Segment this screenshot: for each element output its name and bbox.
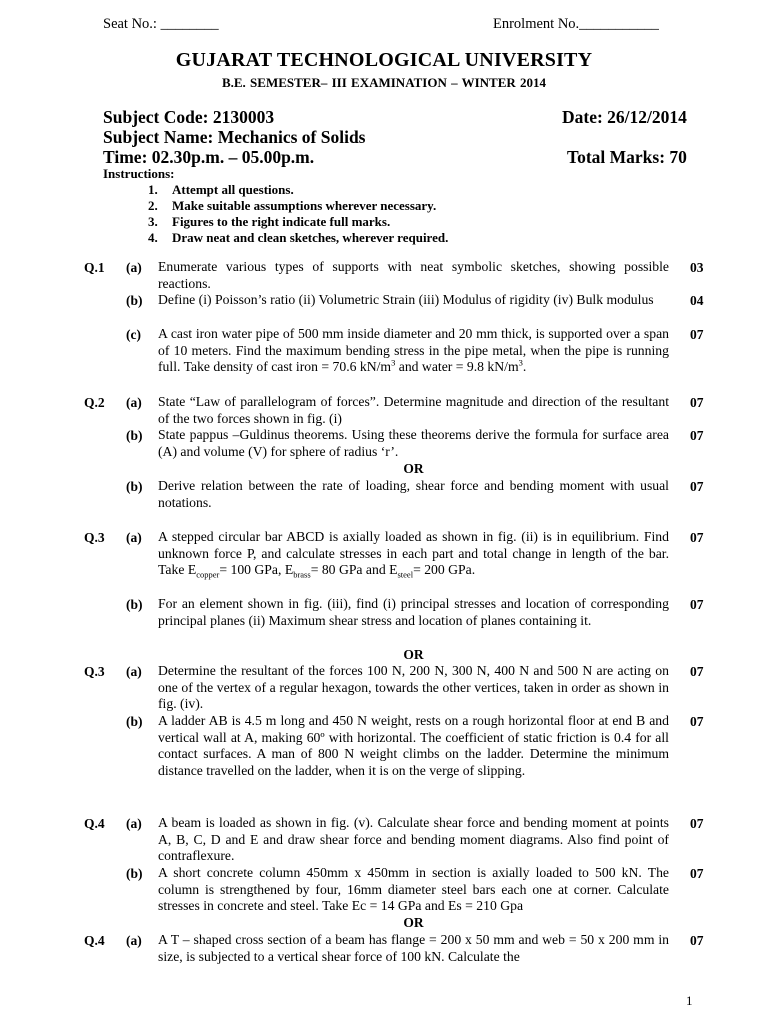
question-part-label: (b) xyxy=(126,479,143,494)
question-text: A short concrete column 450mm x 450mm in section is axially loaded to 500 kN. The column is strengthened by four, 16mm diameter steel bars each one at corner. Calculate stresses in concrete and steel. Take Ec = 14 GPa and Es = 210 Gpa xyxy=(158,865,669,913)
question-part-label: (b) xyxy=(126,597,143,612)
question-text: A beam is loaded as shown in fig. (v). Calculate shear force and bending moment at points A, B, C, D and E and draw shear force and bending moment diagrams. Also find point of contraflexure. xyxy=(158,815,669,863)
total-marks: Total Marks: 70 xyxy=(567,147,687,167)
question-number: Q.2 xyxy=(84,395,105,410)
question-part-label: (a) xyxy=(126,260,142,275)
question-number: Q.3 xyxy=(84,530,105,545)
question-marks: 07 xyxy=(690,816,704,831)
subject-code: Subject Code: 2130003 xyxy=(103,107,275,127)
question-text: A cast iron water pipe of 500 mm inside diameter and 20 mm thick, is supported over a span of 10 meters. Find the maximum bending stress in the pipe metal, when the pipe is running full. Take density of cast iron = 70.6 $kN/m^3$ and water = 9.8 $kN/m^3$. xyxy=(158,326,669,374)
question-part-label: (c) xyxy=(126,327,141,342)
question-text: Determine the resultant of the forces 100 N, 200 N, 300 N, 400 N and 500 N are acting on one of the vertex of a regular hexagon, towards the other vertices, taken in order as shown in fig. (iv). xyxy=(158,663,669,711)
question-text: For an element shown in fig. (iii), find (i) principal stresses and location of corresponding principal planes (ii) Maximum shear stress and location of planes containing it. xyxy=(158,596,669,628)
question-number: Q.4 xyxy=(84,816,105,831)
instruction-item xyxy=(148,182,448,198)
question-marks: 07 xyxy=(690,597,704,612)
instructions-title: Instructions: xyxy=(103,166,175,181)
question-text: A ladder AB is 4.5 m long and 450 N weight, rests on a rough horizontal floor at end B and vertical wall at A, making 60º with horizontal. The coefficient of static friction is 0.4 for all contact surfaces. A man of 800 N weight climbs on the ladder. Determine the minimum distance travelled on the ladder, when it is on the verge of slipping. xyxy=(158,713,669,778)
exam-time: Time: 02.30p.m. – 05.00p.m. xyxy=(103,147,315,167)
question-number: Q.3 xyxy=(84,664,105,679)
exam-date: Date: 26/12/2014 xyxy=(562,107,687,127)
instruction-number: 3. xyxy=(148,214,158,229)
question-marks: 07 xyxy=(690,933,704,948)
question-part-label: (b) xyxy=(126,714,143,729)
question-marks: 07 xyxy=(690,530,704,545)
instruction-item xyxy=(148,214,448,230)
instruction-number: 1. xyxy=(148,182,158,197)
instruction-item xyxy=(148,198,448,214)
question-number: Q.1 xyxy=(84,260,105,275)
enrolment-number-field: Enrolment No.___________ xyxy=(493,16,659,32)
exam-title: B.E. SEMESTER– III EXAMINATION – WINTER 2014 xyxy=(221,75,547,90)
seat-number-field: Seat No.: ________ xyxy=(103,16,219,32)
question-part-label: (a) xyxy=(126,664,142,679)
instruction-text: Draw neat and clean sketches, wherever required. xyxy=(172,230,449,245)
question-text: Enumerate various types of supports with neat symbolic sketches, showing possible reactions. xyxy=(158,259,669,291)
question-part-label: (a) xyxy=(126,530,142,545)
question-part-label: (b) xyxy=(126,428,143,443)
question-part-label: (b) xyxy=(126,293,143,308)
question-marks: 07 xyxy=(690,428,704,443)
question-marks: 07 xyxy=(690,664,704,679)
instruction-item xyxy=(148,230,448,246)
or-separator: OR xyxy=(403,647,424,662)
instruction-text: Attempt all questions. xyxy=(172,182,294,197)
instruction-number: 4. xyxy=(148,230,158,245)
question-part-label: (b) xyxy=(126,866,143,881)
question-part-label: (a) xyxy=(126,933,142,948)
or-separator: OR xyxy=(403,915,424,930)
or-separator: OR xyxy=(403,461,424,476)
question-text: Define (i) Poisson’s ratio (ii) Volumetric Strain (iii) Modulus of rigidity (iv) Bulk modulus xyxy=(158,292,654,307)
instructions-list xyxy=(148,182,448,246)
question-marks: 03 xyxy=(690,260,704,275)
question-marks: 07 xyxy=(690,714,704,729)
question-marks: 07 xyxy=(690,395,704,410)
question-text: State pappus –Guldinus theorems. Using these theorems derive the formula for surface area (A) and volume (V) for sphere of radius ‘r’. xyxy=(158,427,669,459)
question-number: Q.4 xyxy=(84,933,105,948)
question-text: Derive relation between the rate of loading, shear force and bending moment with usual notations. xyxy=(158,478,669,510)
question-marks: 07 xyxy=(690,327,704,342)
subject-name: Subject Name: Mechanics of Solids xyxy=(103,127,366,147)
page-number: 1 xyxy=(686,993,693,1008)
instruction-number: 2. xyxy=(148,198,158,213)
question-marks: 07 xyxy=(690,479,704,494)
question-marks: 04 xyxy=(690,293,704,308)
question-marks: 07 xyxy=(690,866,704,881)
instruction-text: Make suitable assumptions wherever necessary. xyxy=(172,198,437,213)
instruction-text: Figures to the right indicate full marks. xyxy=(172,214,391,229)
question-part-label: (a) xyxy=(126,395,142,410)
question-text: A stepped circular bar ABCD is axially loaded as shown in fig. (ii) is in equilibrium. Find unknown force P, and calculate stresses in each part and total change in length of the bar. Take $E_{copper}= 100$ GPa, $E_{brass}= 80$ GPa and $E_{steel}= 200$ GPa. xyxy=(158,529,669,580)
question-text: A T – shaped cross section of a beam has flange = 200 x 50 mm and web = 50 x 200 mm in size, is subjected to a vertical shear force of 100 kN. Calculate the xyxy=(158,932,669,964)
question-part-label: (a) xyxy=(126,816,142,831)
university-title: GUJARAT TECHNOLOGICAL UNIVERSITY xyxy=(175,49,593,71)
question-text: State “Law of parallelogram of forces”. Determine magnitude and direction of the resultant of the two forces shown in fig. (i) xyxy=(158,394,669,426)
